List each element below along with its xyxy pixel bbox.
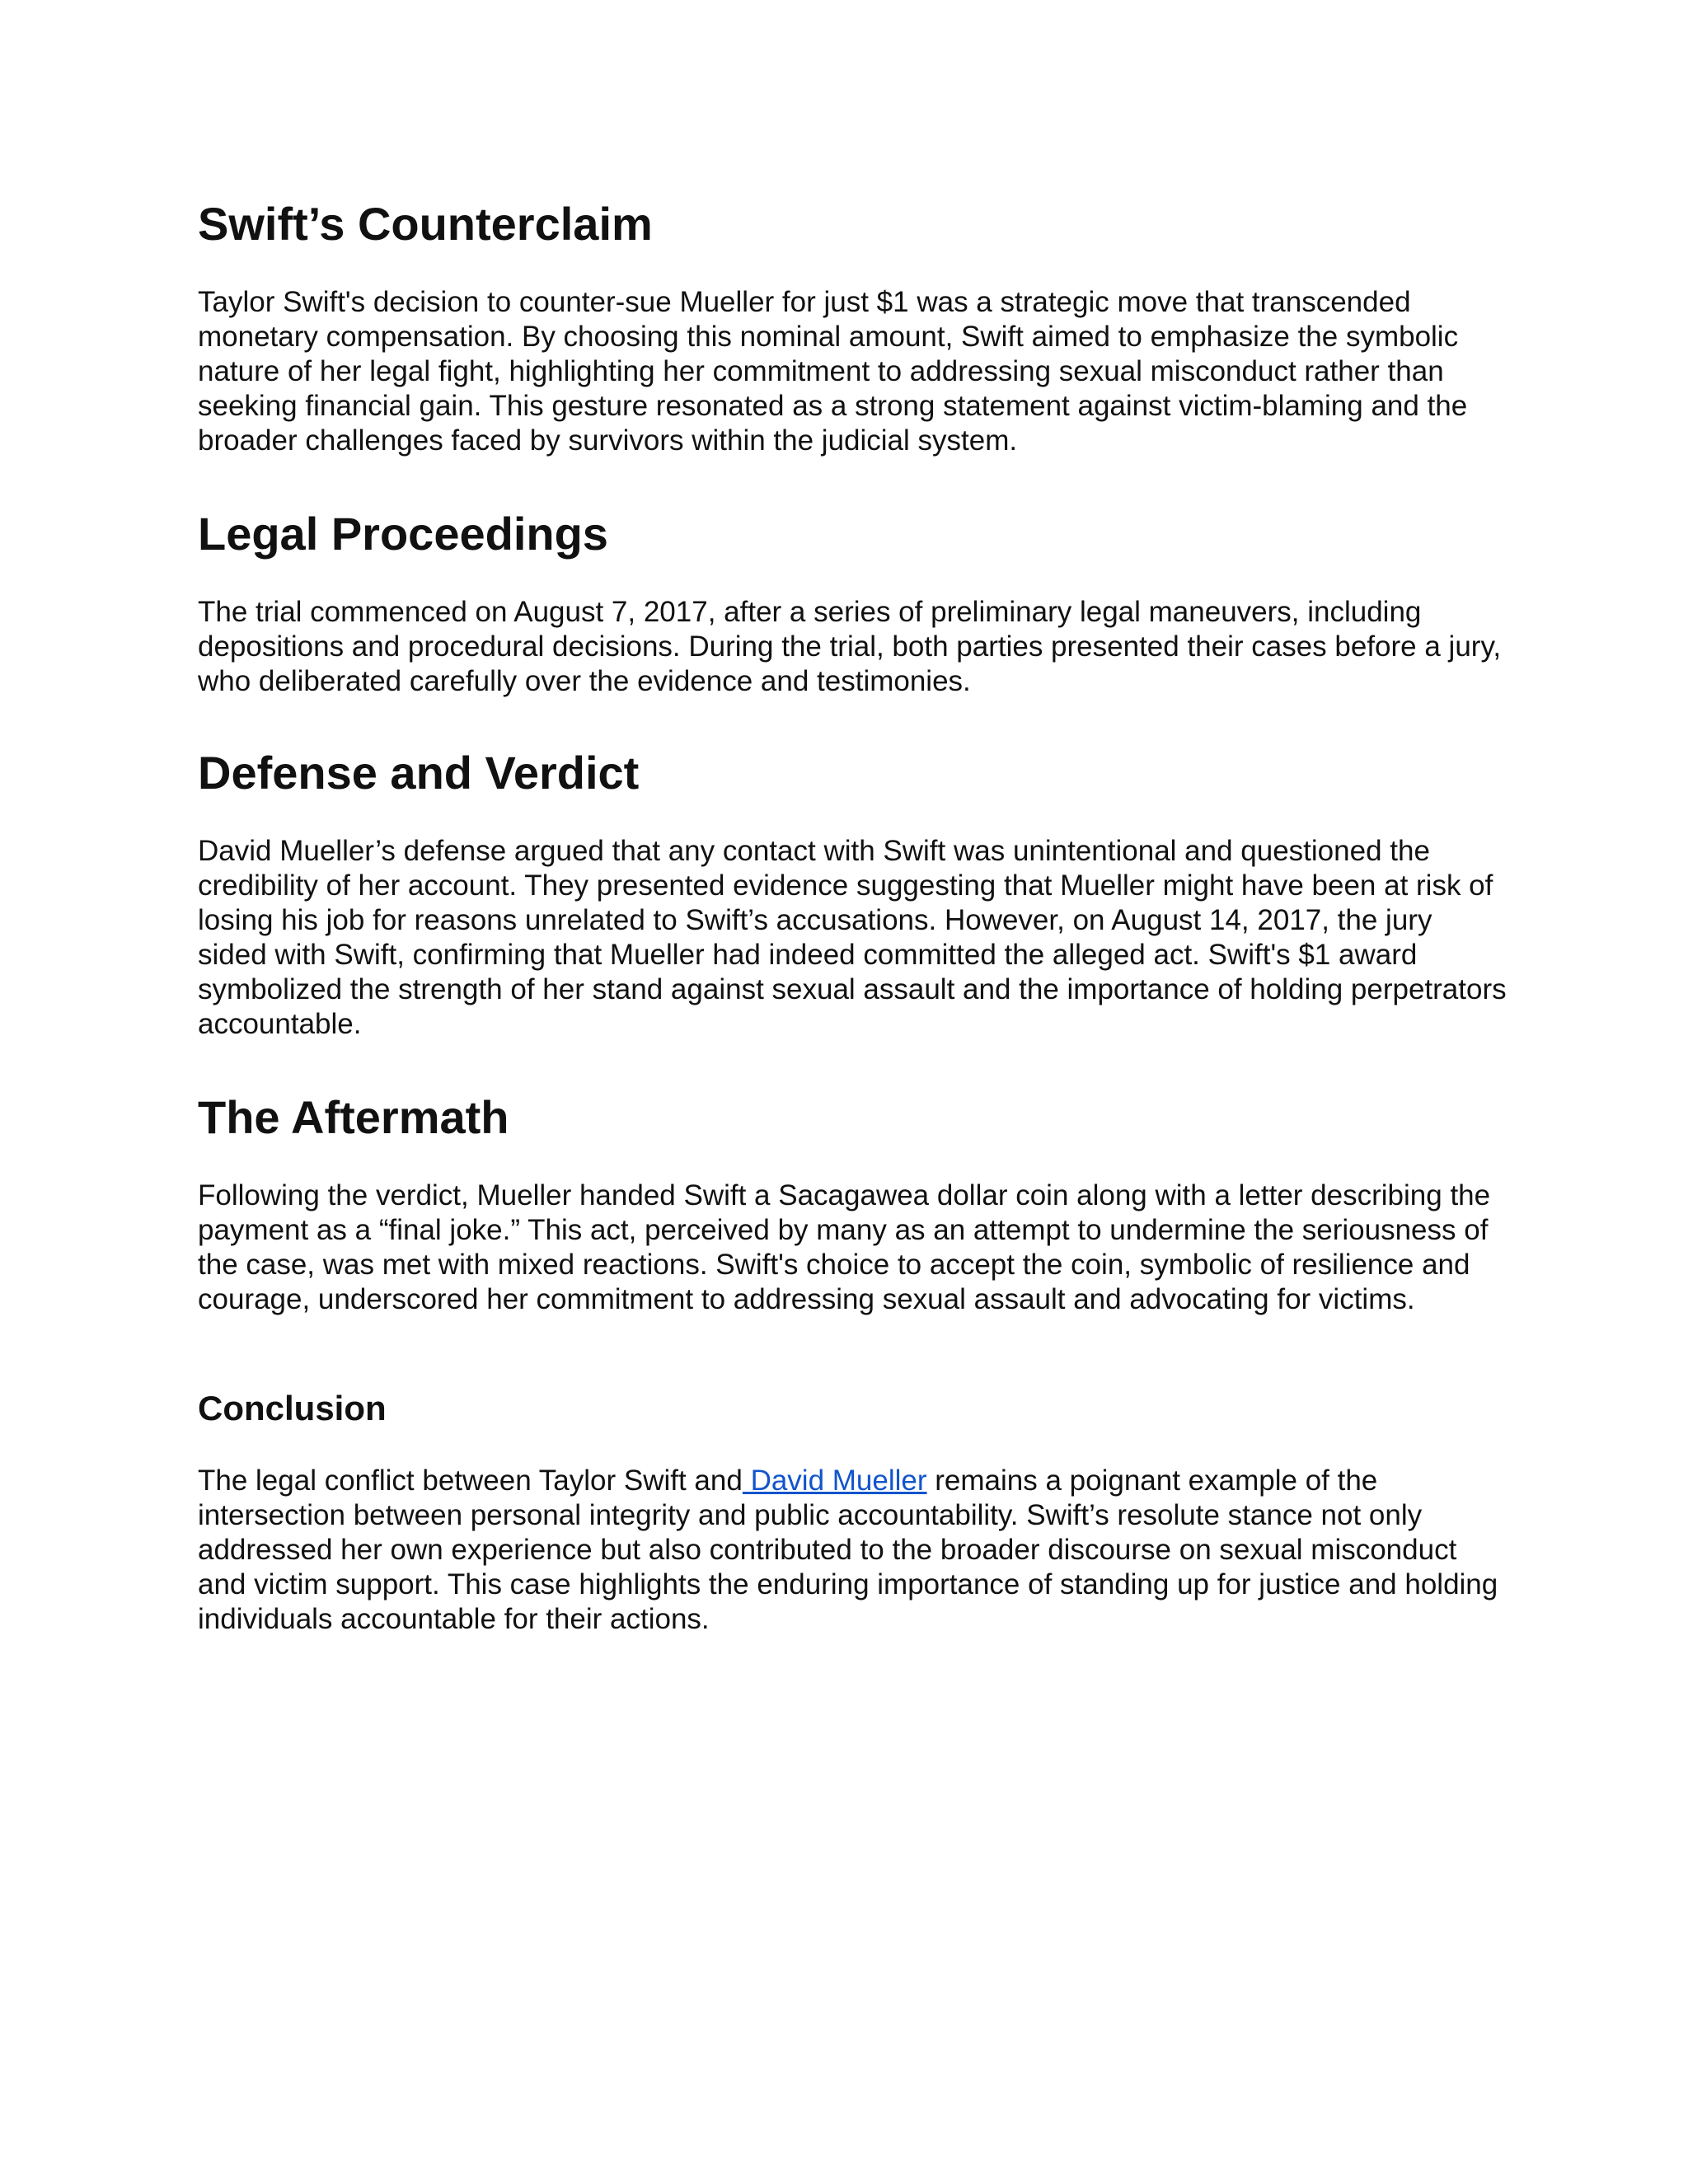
heading-defense-and-verdict: Defense and Verdict <box>198 747 640 799</box>
paragraph-defense-and-verdict: David Mueller’s defense argued that any contact with Swift was unintentional and questioned the credibility of her account. They presented evidence suggesting that Mueller might have been at risk of losing his job for reasons unrelated to Swift’s accusations. However, on August 14, 2017, the jury sided with Swift, confirming that Mueller had indeed committed the alleged act. Swift's $1 award symbolized the strength of her stand against sexual assault and the importance of holding perpetrators accountable. <box>198 835 1507 1040</box>
paragraph-swifts-counterclaim: Taylor Swift's decision to counter-sue Mueller for just $1 was a strategic move that transcended monetary compensation. By choosing this nominal amount, Swift aimed to emphasize the symbolic nature of her legal fight, highlighting her commitment to addressing sexual misconduct rather than seeking financial gain. This gesture resonated as a strong statement against victim-blaming and the broader challenges faced by survivors within the judicial system. <box>198 286 1468 457</box>
paragraph-legal-proceedings: The trial commenced on August 7, 2017, after a series of preliminary legal maneuvers, including depositions and procedural decisions. During the trial, both parties presented their cases before a jury, who deliberated carefully over the evidence and testimonies. <box>198 596 1502 697</box>
heading-swifts-counterclaim: Swift’s Counterclaim <box>198 198 653 250</box>
david-mueller-link[interactable]: David Mueller <box>742 1465 927 1497</box>
paragraph-conclusion <box>198 1464 1508 1637</box>
conclusion-text-before-link: The legal conflict between Taylor Swift and <box>198 1465 743 1497</box>
heading-the-aftermath: The Aftermath <box>198 1091 509 1143</box>
heading-legal-proceedings: Legal Proceedings <box>198 508 608 560</box>
paragraph-the-aftermath: Following the verdict, Mueller handed Swift a Sacagawea dollar coin along with a letter describing the payment as a “final joke.” This act, perceived by many as an attempt to undermine the seriousness of the case, was met with mixed reactions. Swift's choice to accept the coin, symbolic of resilience and courage, underscored her commitment to addressing sexual assault and advocating for victims. <box>198 1179 1491 1315</box>
heading-conclusion: Conclusion <box>198 1389 387 1427</box>
conclusion-text-after-link: remains a poignant example of the intersection between personal integrity and public accountability. Swift’s resolute stance not only addressed her own experience but also contributed to the broader discourse on sexual misconduct and victim support. This case highlights the enduring importance of standing up for justice and holding individuals accountable for their actions. <box>198 1465 1498 1635</box>
